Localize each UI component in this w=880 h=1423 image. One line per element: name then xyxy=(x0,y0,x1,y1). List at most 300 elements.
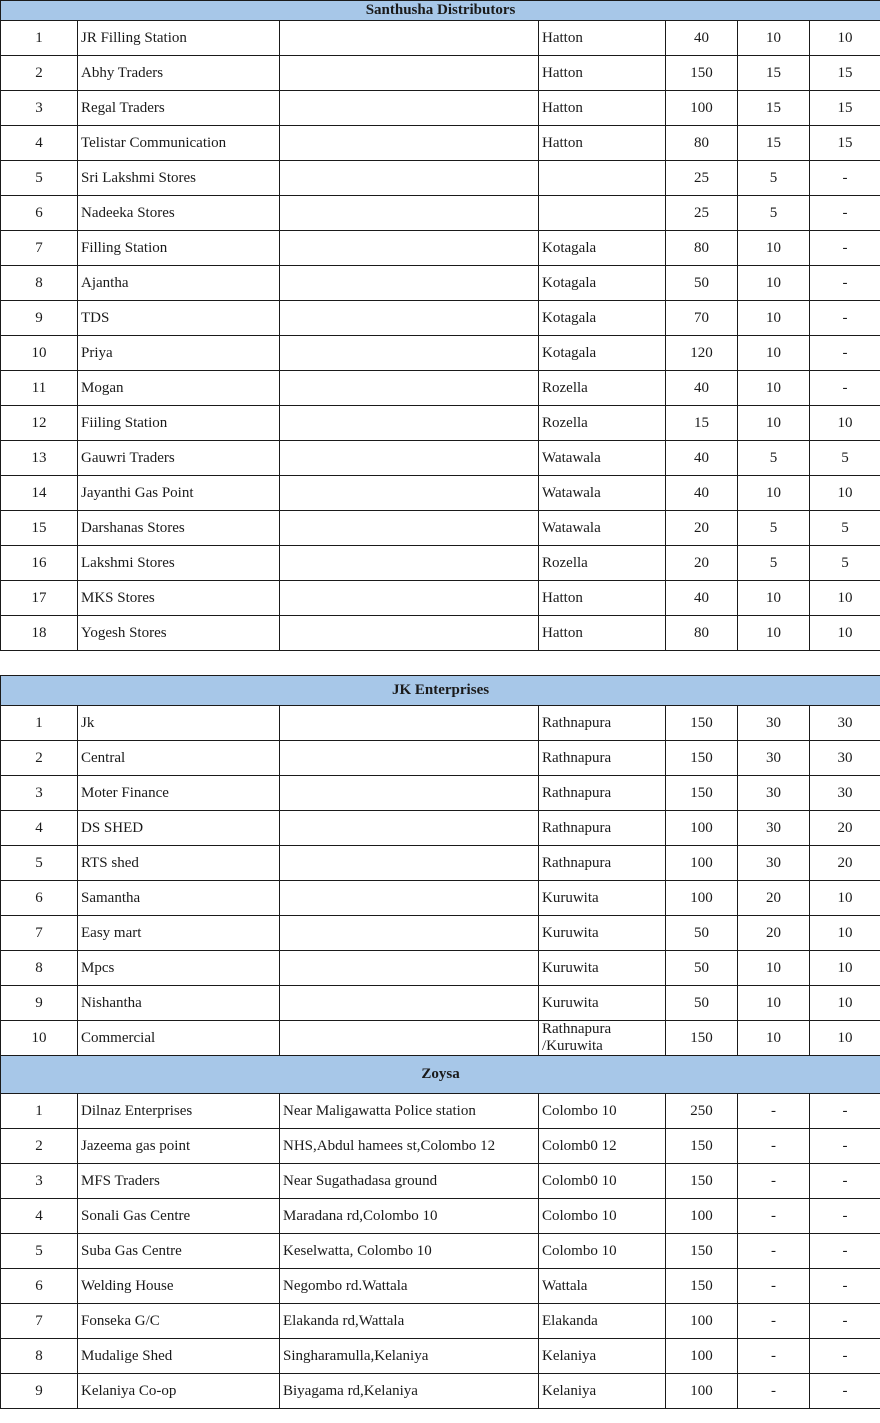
row-number: 4 xyxy=(1,811,78,846)
store-name: Fonseka G/C xyxy=(78,1304,280,1339)
quantity-c: - xyxy=(810,1094,880,1129)
row-number: 6 xyxy=(1,881,78,916)
store-location: Kuruwita xyxy=(539,881,666,916)
table-row xyxy=(1,811,880,846)
santhusha-table xyxy=(0,0,880,651)
store-location: Hatton xyxy=(539,581,666,616)
quantity-a: 150 xyxy=(666,1164,738,1199)
store-name: MFS Traders xyxy=(78,1164,280,1199)
quantity-c: - xyxy=(810,1199,880,1234)
quantity-b: - xyxy=(738,1339,810,1374)
store-location: Rozella xyxy=(539,371,666,406)
table-row xyxy=(1,916,880,951)
quantity-a: 15 xyxy=(666,406,738,441)
row-number: 2 xyxy=(1,1129,78,1164)
quantity-b: - xyxy=(738,1199,810,1234)
row-number: 3 xyxy=(1,91,78,126)
quantity-b: - xyxy=(738,1234,810,1269)
row-number: 3 xyxy=(1,776,78,811)
quantity-c: 10 xyxy=(810,476,880,511)
quantity-c: 10 xyxy=(810,581,880,616)
quantity-c: 15 xyxy=(810,56,880,91)
store-name: TDS xyxy=(78,301,280,336)
store-address xyxy=(280,266,539,301)
quantity-a: 100 xyxy=(666,811,738,846)
store-location: Colombo 10 xyxy=(539,1094,666,1129)
store-name: Ajantha xyxy=(78,266,280,301)
store-address xyxy=(280,986,539,1021)
table-gap xyxy=(0,660,880,675)
quantity-b: 30 xyxy=(738,776,810,811)
row-number: 1 xyxy=(1,1094,78,1129)
quantity-c: 10 xyxy=(810,916,880,951)
store-name: Jk xyxy=(78,706,280,741)
row-number: 8 xyxy=(1,1339,78,1374)
section-title: Santhusha Distributors xyxy=(1,1,880,21)
store-address: Singharamulla,Kelaniya xyxy=(280,1339,539,1374)
table-row xyxy=(1,616,880,651)
store-location: Kotagala xyxy=(539,336,666,371)
store-location xyxy=(539,161,666,196)
store-name: Nadeeka Stores xyxy=(78,196,280,231)
quantity-c: - xyxy=(810,161,880,196)
quantity-c: - xyxy=(810,1269,880,1304)
quantity-c: 10 xyxy=(810,406,880,441)
store-name: Nishantha xyxy=(78,986,280,1021)
store-location: Watawala xyxy=(539,441,666,476)
quantity-a: 100 xyxy=(666,1199,738,1234)
store-address: Biyagama rd,Kelaniya xyxy=(280,1374,539,1409)
store-address xyxy=(280,581,539,616)
store-name: Lakshmi Stores xyxy=(78,546,280,581)
store-address xyxy=(280,881,539,916)
quantity-a: 80 xyxy=(666,616,738,651)
store-name: Welding House xyxy=(78,1269,280,1304)
store-location: Kuruwita xyxy=(539,916,666,951)
quantity-c: 5 xyxy=(810,511,880,546)
quantity-c: 5 xyxy=(810,546,880,581)
quantity-a: 40 xyxy=(666,441,738,476)
quantity-c: 20 xyxy=(810,811,880,846)
row-number: 7 xyxy=(1,1304,78,1339)
quantity-a: 70 xyxy=(666,301,738,336)
row-number: 11 xyxy=(1,371,78,406)
row-number: 12 xyxy=(1,406,78,441)
table-row xyxy=(1,371,880,406)
table-row xyxy=(1,161,880,196)
store-name: MKS Stores xyxy=(78,581,280,616)
store-address: Near Maligawatta Police station xyxy=(280,1094,539,1129)
store-address xyxy=(280,336,539,371)
quantity-b: 5 xyxy=(738,161,810,196)
store-name: Priya xyxy=(78,336,280,371)
row-number: 17 xyxy=(1,581,78,616)
quantity-c: 10 xyxy=(810,951,880,986)
quantity-c: - xyxy=(810,1374,880,1409)
quantity-b: 20 xyxy=(738,916,810,951)
quantity-b: 10 xyxy=(738,616,810,651)
quantity-b: 10 xyxy=(738,951,810,986)
quantity-a: 25 xyxy=(666,196,738,231)
quantity-b: 15 xyxy=(738,56,810,91)
store-address xyxy=(280,196,539,231)
store-address xyxy=(280,546,539,581)
store-name: Jazeema gas point xyxy=(78,1129,280,1164)
quantity-c: - xyxy=(810,196,880,231)
row-number: 15 xyxy=(1,511,78,546)
store-location: Watawala xyxy=(539,476,666,511)
store-address: Elakanda rd,Wattala xyxy=(280,1304,539,1339)
store-location: Kotagala xyxy=(539,231,666,266)
store-name: Dilnaz Enterprises xyxy=(78,1094,280,1129)
quantity-a: 100 xyxy=(666,91,738,126)
store-location: Kelaniya xyxy=(539,1339,666,1374)
quantity-c: 30 xyxy=(810,706,880,741)
quantity-b: 30 xyxy=(738,811,810,846)
quantity-c: - xyxy=(810,1304,880,1339)
store-location: Rathnapura xyxy=(539,741,666,776)
row-number: 5 xyxy=(1,1234,78,1269)
quantity-b: - xyxy=(738,1374,810,1409)
jk-zoysa-table xyxy=(0,675,880,1409)
quantity-c: 10 xyxy=(810,21,880,56)
store-address xyxy=(280,811,539,846)
quantity-a: 100 xyxy=(666,846,738,881)
row-number: 4 xyxy=(1,126,78,161)
store-location: Hatton xyxy=(539,126,666,161)
store-name: Central xyxy=(78,741,280,776)
quantity-c: 5 xyxy=(810,441,880,476)
table-row xyxy=(1,1339,880,1374)
store-address xyxy=(280,371,539,406)
table-row xyxy=(1,546,880,581)
store-address xyxy=(280,951,539,986)
store-location: Hatton xyxy=(539,91,666,126)
table-row xyxy=(1,1199,880,1234)
store-address xyxy=(280,511,539,546)
store-name: Yogesh Stores xyxy=(78,616,280,651)
store-address xyxy=(280,126,539,161)
row-number: 2 xyxy=(1,741,78,776)
store-location: Rathnapura /Kuruwita xyxy=(539,1021,666,1056)
quantity-b: 5 xyxy=(738,511,810,546)
quantity-c: - xyxy=(810,371,880,406)
store-address xyxy=(280,441,539,476)
quantity-a: 250 xyxy=(666,1094,738,1129)
table-row xyxy=(1,1374,880,1409)
quantity-b: 10 xyxy=(738,581,810,616)
store-name: Suba Gas Centre xyxy=(78,1234,280,1269)
row-number: 5 xyxy=(1,846,78,881)
section-header-jk xyxy=(1,676,880,706)
store-name: Sonali Gas Centre xyxy=(78,1199,280,1234)
store-location: Elakanda xyxy=(539,1304,666,1339)
quantity-b: 15 xyxy=(738,126,810,161)
quantity-a: 150 xyxy=(666,56,738,91)
store-name: Jayanthi Gas Point xyxy=(78,476,280,511)
store-location: Kotagala xyxy=(539,301,666,336)
quantity-c: - xyxy=(810,1339,880,1374)
quantity-b: 10 xyxy=(738,1021,810,1056)
row-number: 6 xyxy=(1,196,78,231)
quantity-a: 40 xyxy=(666,371,738,406)
row-number: 9 xyxy=(1,986,78,1021)
quantity-b: 10 xyxy=(738,266,810,301)
quantity-a: 20 xyxy=(666,511,738,546)
quantity-a: 150 xyxy=(666,1234,738,1269)
quantity-c: - xyxy=(810,301,880,336)
store-location: Watawala xyxy=(539,511,666,546)
store-location: Colomb0 10 xyxy=(539,1164,666,1199)
row-number: 6 xyxy=(1,1269,78,1304)
quantity-a: 80 xyxy=(666,126,738,161)
store-name: Kelaniya Co-op xyxy=(78,1374,280,1409)
quantity-c: 15 xyxy=(810,126,880,161)
table-row xyxy=(1,1269,880,1304)
store-address xyxy=(280,741,539,776)
store-location: Wattala xyxy=(539,1269,666,1304)
table-row xyxy=(1,846,880,881)
store-address xyxy=(280,301,539,336)
quantity-a: 80 xyxy=(666,231,738,266)
quantity-b: 30 xyxy=(738,741,810,776)
table-row xyxy=(1,1094,880,1129)
quantity-b: 10 xyxy=(738,301,810,336)
quantity-c: - xyxy=(810,1164,880,1199)
store-name: Mpcs xyxy=(78,951,280,986)
quantity-b: 30 xyxy=(738,706,810,741)
store-name: Regal Traders xyxy=(78,91,280,126)
store-name: DS SHED xyxy=(78,811,280,846)
quantity-a: 120 xyxy=(666,336,738,371)
store-location: Rathnapura xyxy=(539,706,666,741)
store-address xyxy=(280,406,539,441)
table-row xyxy=(1,336,880,371)
store-name: JR Filling Station xyxy=(78,21,280,56)
store-name: Abhy Traders xyxy=(78,56,280,91)
quantity-c: 30 xyxy=(810,741,880,776)
quantity-a: 50 xyxy=(666,916,738,951)
table-row xyxy=(1,986,880,1021)
quantity-a: 40 xyxy=(666,581,738,616)
store-location: Colombo 10 xyxy=(539,1199,666,1234)
store-location: Colomb0 12 xyxy=(539,1129,666,1164)
row-number: 1 xyxy=(1,706,78,741)
store-location: Rozella xyxy=(539,546,666,581)
quantity-c: - xyxy=(810,1234,880,1269)
store-location: Rathnapura xyxy=(539,776,666,811)
store-location: Kelaniya xyxy=(539,1374,666,1409)
row-number: 3 xyxy=(1,1164,78,1199)
table-row xyxy=(1,881,880,916)
table-row xyxy=(1,441,880,476)
quantity-b: 30 xyxy=(738,846,810,881)
quantity-b: - xyxy=(738,1164,810,1199)
row-number: 9 xyxy=(1,301,78,336)
quantity-c: 15 xyxy=(810,91,880,126)
table-row xyxy=(1,301,880,336)
quantity-c: - xyxy=(810,231,880,266)
store-location: Kuruwita xyxy=(539,986,666,1021)
quantity-a: 40 xyxy=(666,476,738,511)
quantity-c: - xyxy=(810,1129,880,1164)
section-title: JK Enterprises xyxy=(1,676,880,706)
quantity-a: 150 xyxy=(666,1129,738,1164)
quantity-b: - xyxy=(738,1129,810,1164)
quantity-a: 150 xyxy=(666,706,738,741)
store-location: Colombo 10 xyxy=(539,1234,666,1269)
quantity-a: 150 xyxy=(666,1021,738,1056)
quantity-b: 5 xyxy=(738,441,810,476)
quantity-b: 20 xyxy=(738,881,810,916)
store-location: Rozella xyxy=(539,406,666,441)
section-title: Zoysa xyxy=(1,1056,880,1094)
store-address: NHS,Abdul hamees st,Colombo 12 xyxy=(280,1129,539,1164)
store-location xyxy=(539,196,666,231)
table-row xyxy=(1,21,880,56)
row-number: 7 xyxy=(1,916,78,951)
store-address: Keselwatta, Colombo 10 xyxy=(280,1234,539,1269)
quantity-c: 10 xyxy=(810,986,880,1021)
quantity-b: 5 xyxy=(738,196,810,231)
quantity-b: 10 xyxy=(738,21,810,56)
store-address: Negombo rd.Wattala xyxy=(280,1269,539,1304)
store-location: Rathnapura xyxy=(539,811,666,846)
table-row xyxy=(1,406,880,441)
row-number: 8 xyxy=(1,266,78,301)
store-location: Hatton xyxy=(539,616,666,651)
quantity-c: 10 xyxy=(810,881,880,916)
quantity-a: 25 xyxy=(666,161,738,196)
store-location: Kotagala xyxy=(539,266,666,301)
table-row xyxy=(1,1304,880,1339)
store-address xyxy=(280,776,539,811)
store-location: Hatton xyxy=(539,21,666,56)
quantity-b: - xyxy=(738,1094,810,1129)
table-row xyxy=(1,196,880,231)
store-address xyxy=(280,616,539,651)
quantity-a: 50 xyxy=(666,951,738,986)
table-row xyxy=(1,1234,880,1269)
table-row xyxy=(1,126,880,161)
table-row xyxy=(1,1129,880,1164)
store-address xyxy=(280,916,539,951)
table-row xyxy=(1,581,880,616)
quantity-a: 100 xyxy=(666,1374,738,1409)
row-number: 1 xyxy=(1,21,78,56)
store-address xyxy=(280,161,539,196)
row-number: 10 xyxy=(1,1021,78,1056)
store-address xyxy=(280,846,539,881)
quantity-b: 10 xyxy=(738,476,810,511)
quantity-b: 15 xyxy=(738,91,810,126)
store-name: RTS shed xyxy=(78,846,280,881)
store-address xyxy=(280,56,539,91)
quantity-a: 150 xyxy=(666,776,738,811)
quantity-a: 100 xyxy=(666,1304,738,1339)
table-row xyxy=(1,1021,880,1056)
row-number: 4 xyxy=(1,1199,78,1234)
table-row xyxy=(1,56,880,91)
store-name: Darshanas Stores xyxy=(78,511,280,546)
row-number: 8 xyxy=(1,951,78,986)
quantity-b: - xyxy=(738,1269,810,1304)
quantity-b: - xyxy=(738,1304,810,1339)
store-name: Gauwri Traders xyxy=(78,441,280,476)
store-name: Filling Station xyxy=(78,231,280,266)
row-number: 14 xyxy=(1,476,78,511)
quantity-b: 10 xyxy=(738,406,810,441)
store-name: Commercial xyxy=(78,1021,280,1056)
store-location: Hatton xyxy=(539,56,666,91)
store-name: Moter Finance xyxy=(78,776,280,811)
row-number: 2 xyxy=(1,56,78,91)
table-row xyxy=(1,511,880,546)
section-header-santhusha xyxy=(1,1,880,21)
quantity-a: 40 xyxy=(666,21,738,56)
table-row xyxy=(1,476,880,511)
store-name: Sri Lakshmi Stores xyxy=(78,161,280,196)
table-row xyxy=(1,1164,880,1199)
quantity-a: 150 xyxy=(666,741,738,776)
store-address xyxy=(280,476,539,511)
table-row xyxy=(1,266,880,301)
quantity-b: 10 xyxy=(738,231,810,266)
table-row xyxy=(1,741,880,776)
quantity-a: 20 xyxy=(666,546,738,581)
quantity-a: 100 xyxy=(666,881,738,916)
row-number: 13 xyxy=(1,441,78,476)
quantity-c: 20 xyxy=(810,846,880,881)
quantity-b: 10 xyxy=(738,336,810,371)
table-row xyxy=(1,231,880,266)
row-number: 18 xyxy=(1,616,78,651)
quantity-c: - xyxy=(810,336,880,371)
store-address: Near Sugathadasa ground xyxy=(280,1164,539,1199)
quantity-a: 50 xyxy=(666,266,738,301)
store-address xyxy=(280,1021,539,1056)
store-name: Mogan xyxy=(78,371,280,406)
store-address xyxy=(280,21,539,56)
section-header-zoysa xyxy=(1,1056,880,1094)
table-row xyxy=(1,706,880,741)
quantity-c: 10 xyxy=(810,616,880,651)
quantity-b: 10 xyxy=(738,986,810,1021)
store-location: Kuruwita xyxy=(539,951,666,986)
row-number: 7 xyxy=(1,231,78,266)
store-name: Mudalige Shed xyxy=(78,1339,280,1374)
store-name: Easy mart xyxy=(78,916,280,951)
table-row xyxy=(1,776,880,811)
store-name: Fiiling Station xyxy=(78,406,280,441)
row-number: 5 xyxy=(1,161,78,196)
quantity-c: 30 xyxy=(810,776,880,811)
store-address: Maradana rd,Colombo 10 xyxy=(280,1199,539,1234)
store-location: Rathnapura xyxy=(539,846,666,881)
store-address xyxy=(280,231,539,266)
quantity-a: 50 xyxy=(666,986,738,1021)
store-address xyxy=(280,706,539,741)
table-row xyxy=(1,951,880,986)
table-row xyxy=(1,91,880,126)
quantity-b: 5 xyxy=(738,546,810,581)
store-address xyxy=(280,91,539,126)
quantity-a: 100 xyxy=(666,1339,738,1374)
quantity-b: 10 xyxy=(738,371,810,406)
row-number: 10 xyxy=(1,336,78,371)
quantity-a: 150 xyxy=(666,1269,738,1304)
store-name: Samantha xyxy=(78,881,280,916)
